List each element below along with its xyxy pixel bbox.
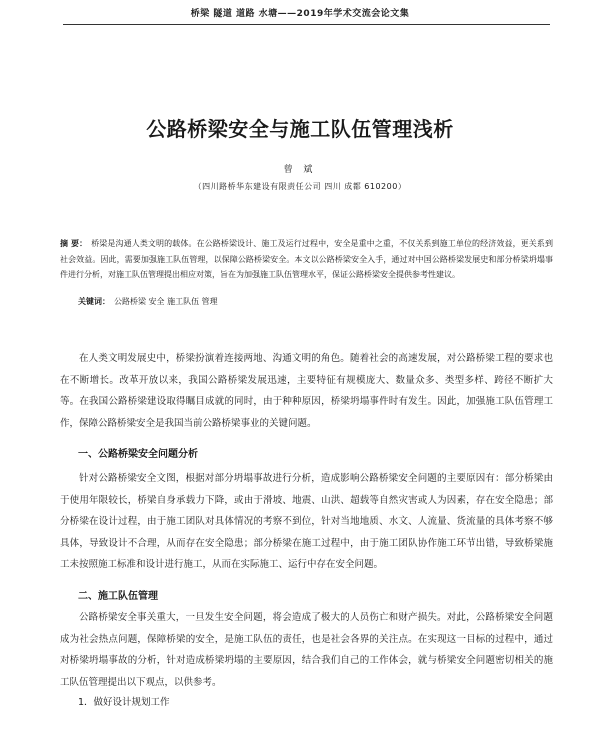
keywords-label: 关键词：	[78, 297, 110, 306]
paper-title: 公路桥梁安全与施工队伍管理浅析	[146, 117, 454, 141]
author-name: 曾 斌	[283, 165, 317, 175]
running-header: 桥梁 隧道 道路 水塘——2019年学术交流会论文集	[190, 9, 410, 19]
abstract-text: 桥梁是沟通人类文明的载体。在公路桥梁设计、施工及运行过程中，安全是重中之重，不仅关系到施工单位的经济效益，更关系到社会效益。因此，需要加强施工队伍管理，以保障公路桥梁安全。本文以公路桥梁安全入手，通过对中国公路桥梁发展史和部分桥梁坍塌事件进行分析，对施工队伍管理提出相应对策，旨在为加强施工队伍管理水平，保证公路桥梁安全提供参考性建议。	[60, 239, 553, 279]
section-1-heading: 一、公路桥梁安全问题分析	[78, 449, 198, 460]
section-1-paragraph: 针对公路桥梁安全文图，根据对部分坍塌事故进行分析，造成影响公路桥梁安全问题的主要原因有：部分桥梁由于使用年限较长，桥梁自身承载力下降，或由于滑坡、地震、山洪、超载等自然灾害或人为因素，存在安全隐患；部分桥梁在设计过程，由于施工团队对具体情况的考察不到位，针对当地地质、水文、人流量、货流量的具体考察不够具体，导致设计不合理，从而存在安全隐患；部分桥梁在施工过程中，由于施工团队协作施工环节出错，导致桥梁施工未按照施工标准和设计进行施工，从而在实际施工、运行中存在安全问题。	[60, 473, 553, 570]
abstract-label: 摘 要：	[60, 239, 88, 248]
keywords	[78, 296, 548, 307]
intro-paragraph: 在人类文明发展史中，桥梁扮演着连接两地、沟通文明的角色。随着社会的高速发展，对公路桥梁工程的要求也在不断增长。改革开放以来，我国公路桥梁发展迅速，主要特征有规模庞大、数量众多、类型多样、跨径不断扩大等。在我国公路桥梁建设取得瞩目成就的同时，由于种种原因，桥梁坍塌事件时有发生。因此，加强施工队伍管理工作，保障公路桥梁安全是我国当前公路桥梁事业的关键问题。	[60, 353, 553, 429]
subsection-1-heading: 1．做好设计规划工作	[78, 697, 170, 708]
keywords-text: 公路桥梁 安全 施工队伍 管理	[114, 297, 218, 306]
header-divider	[63, 24, 550, 25]
abstract	[60, 236, 553, 283]
section-2-paragraph: 公路桥梁安全事关重大，一旦发生安全问题，将会造成了极大的人员伤亡和财产损失。对此，公路桥梁安全问题成为社会热点问题，保障桥梁的安全，是施工队伍的责任，也是社会各界的关注点。在实现这一目标的过程中，通过对桥梁坍塌事故的分析，针对造成桥梁坍塌的主要原因，结合我们自己的工作体会，就与桥梁安全问题密切相关的施工队伍管理提出以下观点，以供参考。	[60, 612, 553, 688]
section-2-heading: 二、施工队伍管理	[78, 591, 158, 602]
author-affiliation: （四川路桥华东建设有限责任公司 四川 成都 610200）	[193, 182, 407, 191]
